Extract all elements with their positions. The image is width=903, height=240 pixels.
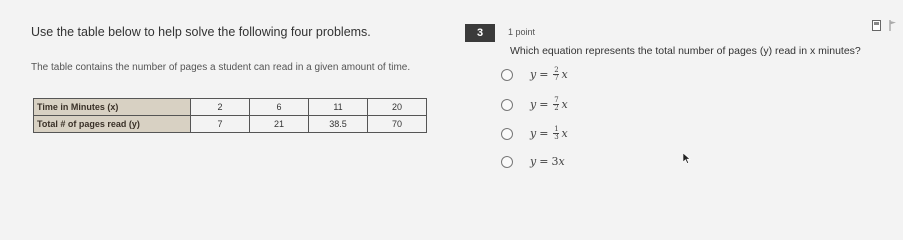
equation-variable: x [561, 68, 568, 81]
fraction-numerator: 1 [554, 125, 559, 133]
equation-variable: x [558, 155, 565, 168]
equation-fraction [553, 67, 559, 82]
data-table [33, 98, 427, 133]
table-row-header: Time in Minutes (x) [34, 99, 191, 116]
instructions-text: Use the table below to help solve the following four problems. [31, 25, 371, 39]
table-cell: 70 [368, 116, 427, 133]
flag-icon[interactable] [889, 18, 897, 36]
equation-lhs: y [530, 68, 537, 81]
radio-button[interactable] [501, 99, 513, 111]
equation-lhs: y [530, 155, 537, 168]
fraction-numerator: 7 [554, 96, 559, 104]
equation-equals: = [539, 98, 549, 111]
table-row [34, 99, 427, 116]
fraction-denominator: 2 [554, 104, 559, 112]
question-toolbar [872, 18, 897, 36]
equation-coefficient: 3 [551, 155, 559, 168]
table-cell: 7 [191, 116, 250, 133]
equation-variable: x [561, 127, 568, 140]
choice-equation [530, 126, 568, 141]
radio-button[interactable] [501, 69, 513, 81]
points-label: 1 point [508, 27, 536, 37]
equation-equals: = [539, 155, 549, 168]
fraction-denominator: 3 [554, 133, 559, 141]
bookmark-icon[interactable] [872, 18, 881, 36]
equation-fraction [553, 126, 559, 141]
choice-option-3[interactable] [501, 126, 568, 141]
radio-button[interactable] [501, 156, 513, 168]
table-row [34, 116, 427, 133]
choice-option-4[interactable] [501, 155, 565, 168]
equation-lhs: y [530, 98, 537, 111]
fraction-denominator: 7 [554, 74, 559, 82]
question-prompt: Which equation represents the total number of pages (y) read in x minutes? [510, 45, 861, 57]
equation-equals: = [539, 127, 549, 140]
table-cell: 38.5 [309, 116, 368, 133]
context-text: The table contains the number of pages a student can read in a given amount of time. [31, 62, 411, 73]
table-cell: 11 [309, 99, 368, 116]
table-row-header: Total # of pages read (y) [34, 116, 191, 133]
table-cell: 6 [250, 99, 309, 116]
choice-option-1[interactable] [501, 67, 568, 82]
choice-equation [530, 67, 568, 82]
equation-lhs: y [530, 127, 537, 140]
choice-option-2[interactable] [501, 97, 568, 112]
table-cell: 2 [191, 99, 250, 116]
equation-variable: x [561, 98, 568, 111]
equation-equals: = [539, 68, 549, 81]
radio-button[interactable] [501, 128, 513, 140]
question-number-badge: 3 [465, 24, 495, 42]
equation-fraction [553, 97, 559, 112]
table-cell: 21 [250, 116, 309, 133]
mouse-pointer-icon [683, 151, 691, 169]
fraction-numerator: 2 [554, 66, 559, 74]
table-cell: 20 [368, 99, 427, 116]
choice-equation [530, 155, 565, 168]
choice-equation [530, 97, 568, 112]
